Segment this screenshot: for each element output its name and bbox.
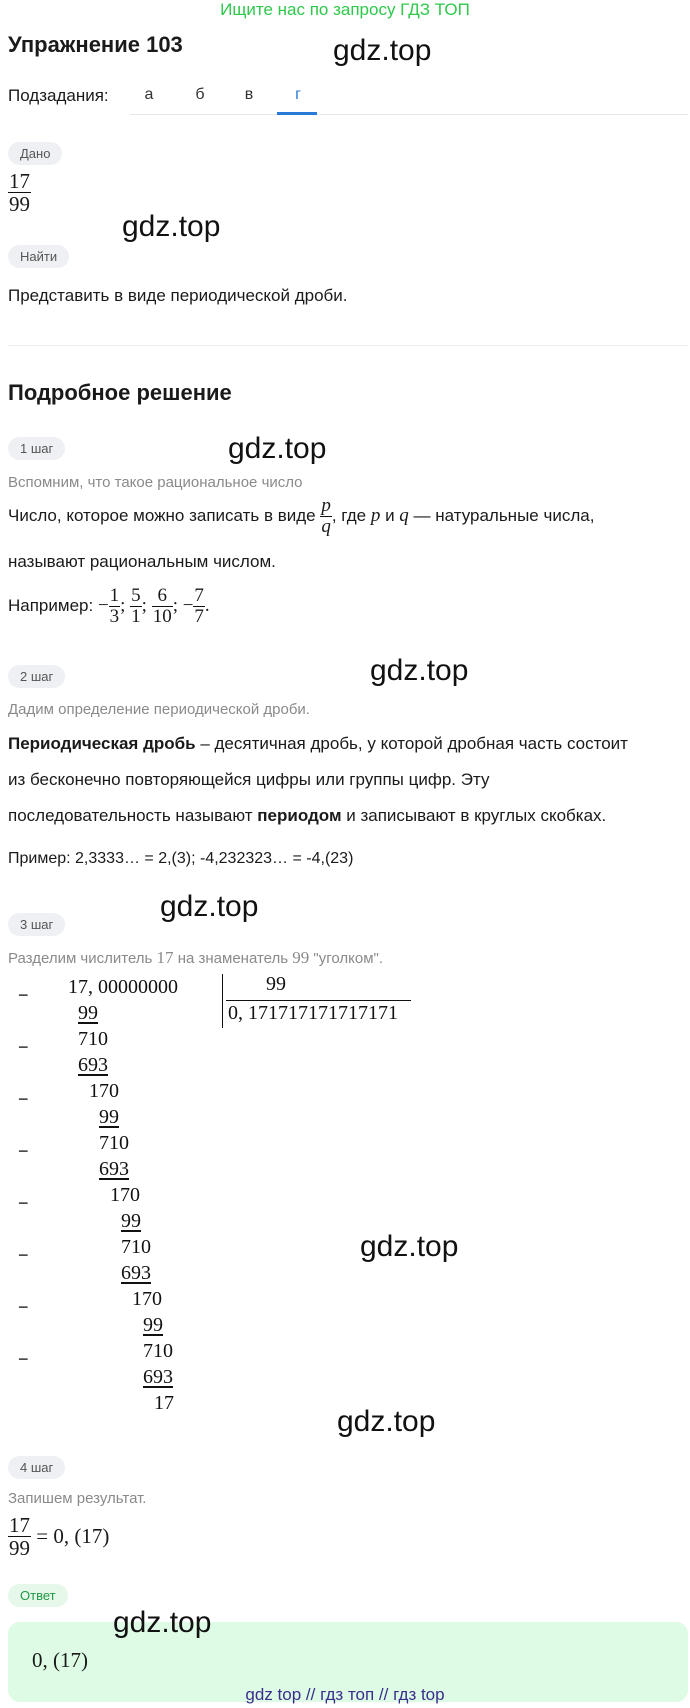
example-separator: . — [204, 594, 210, 616]
watermark: gdz.top — [122, 210, 221, 243]
example-fraction — [152, 586, 173, 627]
result-denominator: 99 — [9, 1536, 30, 1561]
example-denominator: 10 — [152, 605, 172, 627]
minus-sign: − — [18, 1349, 29, 1369]
find-text: Представить в виде периодической дроби. — [8, 286, 348, 305]
minus-sign: − — [18, 985, 29, 1005]
example-sign: − — [97, 594, 109, 616]
minus-sign: − — [18, 1089, 29, 1109]
step2-text: последовательность называют — [8, 806, 258, 825]
dividend: 17, 00000000 — [68, 976, 178, 998]
example-numerator: 6 — [152, 586, 173, 607]
example-separator: ; — [141, 594, 147, 616]
step4-badge: 4 шаг — [8, 1456, 65, 1479]
tab-a[interactable]: а — [144, 86, 154, 103]
step1-text: Число, которое можно записать в виде — [8, 505, 321, 525]
watermark: gdz.top — [228, 432, 327, 465]
division-row: 693 — [99, 1158, 129, 1180]
subtask-tabs — [130, 76, 688, 115]
given-badge: Дано — [8, 142, 62, 165]
step1-text: , где — [331, 505, 371, 525]
result-fraction — [8, 1514, 31, 1559]
division-row: 693 — [121, 1262, 151, 1284]
division-bracket-vertical — [222, 974, 223, 1028]
var-q: q — [399, 504, 409, 526]
minus-sign: − — [18, 1037, 29, 1057]
given-numerator: 17 — [9, 169, 30, 193]
step1-line2: называют рациональным числом. — [8, 552, 276, 571]
example-numerator: 5 — [131, 585, 141, 606]
step2-subtitle: Дадим определение периодической дроби. — [8, 701, 310, 718]
result-value: = 0, (17) — [36, 1524, 110, 1549]
tab-b[interactable]: б — [195, 86, 205, 103]
minus-sign: − — [18, 1297, 29, 1317]
step4-subtitle: Запишем результат. — [8, 1490, 147, 1507]
answer-badge: Ответ — [8, 1584, 68, 1607]
search-banner: Ищите нас по запросу ГДЗ ТОП — [220, 0, 470, 19]
result-numerator: 17 — [9, 1513, 30, 1537]
subtasks-label: Подзадания: — [8, 86, 109, 105]
watermark: gdz.top — [337, 1405, 436, 1438]
step2-badge: 2 шаг — [8, 665, 65, 688]
watermark: gdz.top — [333, 34, 432, 67]
given-denominator: 99 — [9, 192, 30, 217]
solution-title: Подробное решение — [8, 380, 232, 405]
division-row: 17 — [154, 1392, 174, 1414]
division-row: 170 — [110, 1184, 140, 1206]
result-expression — [8, 1514, 109, 1559]
watermark: gdz.top — [360, 1230, 459, 1263]
footer-links[interactable]: gdz top // гдз топ // гдз top — [245, 1685, 445, 1704]
step3-den: 99 — [292, 948, 310, 967]
step2-line1 — [8, 734, 628, 754]
step1-examples — [8, 586, 210, 627]
tab-v[interactable]: в — [244, 86, 254, 103]
division-row: 693 — [78, 1054, 108, 1076]
step3-num: 17 — [156, 948, 174, 967]
example-fraction — [130, 586, 142, 627]
active-tab-indicator — [277, 112, 317, 115]
quotient: 0, 171717171717171 — [228, 1002, 398, 1024]
step1-badge: 1 шаг — [8, 437, 65, 460]
example-denominator: 7 — [194, 605, 204, 627]
division-bracket-horizontal — [226, 1000, 411, 1001]
division-row: 99 — [78, 1002, 98, 1024]
step3-text: на знаменатель — [173, 950, 293, 967]
division-row: 710 — [78, 1028, 108, 1050]
divisor: 99 — [266, 973, 286, 995]
step3-text: Разделим числитель — [8, 950, 157, 967]
tab-g[interactable]: г — [295, 86, 301, 103]
example-separator: ; — [172, 594, 178, 616]
example-denominator: 1 — [131, 605, 141, 627]
step2-line2: из бесконечно повторяющейся цифры или группы цифр. Эту — [8, 770, 490, 789]
examples-label: Например: — [8, 595, 98, 615]
exercise-title: Упражнение 103 — [8, 32, 183, 57]
step1-line1 — [8, 496, 594, 537]
term-periodic-fraction: Периодическая дробь — [8, 734, 196, 753]
step1-subtitle: Вспомним, что такое рациональное число — [8, 474, 303, 491]
answer-value: 0, (17) — [32, 1648, 88, 1672]
minus-sign: − — [18, 1245, 29, 1265]
step2-text: – десятичная дробь, у которой дробная часть состоит — [195, 734, 628, 753]
step3-badge: 3 шаг — [8, 913, 65, 936]
var-p: p — [370, 504, 381, 526]
watermark: gdz.top — [113, 1606, 212, 1639]
fraction-denominator: q — [321, 515, 331, 537]
watermark: gdz.top — [160, 890, 259, 923]
minus-sign: − — [18, 1193, 29, 1213]
term-period: периодом — [257, 806, 342, 825]
division-row: 710 — [99, 1132, 129, 1154]
divider — [8, 345, 688, 346]
minus-sign: − — [18, 1141, 29, 1161]
example-separator: ; — [120, 594, 126, 616]
division-row: 99 — [121, 1210, 141, 1232]
division-row: 693 — [143, 1366, 173, 1388]
step2-line3 — [8, 806, 606, 826]
division-row: 170 — [89, 1080, 119, 1102]
division-row: 170 — [132, 1288, 162, 1310]
step1-text: — натуральные числа, — [408, 505, 595, 525]
example-fraction — [109, 586, 121, 627]
step3-subtitle — [8, 948, 383, 968]
example-fraction — [193, 586, 205, 627]
example-numerator: 7 — [194, 585, 204, 606]
given-fraction — [8, 170, 31, 215]
step2-example: Пример: 2,3333… = 2,(3); -4,232323… = -4,(23) — [8, 850, 354, 867]
fraction-p-q — [320, 496, 332, 537]
fraction-numerator: p — [321, 495, 331, 516]
division-row: 99 — [143, 1314, 163, 1336]
step2-text: и записывают в круглых скобках. — [341, 806, 607, 825]
step3-text: "уголком". — [309, 950, 384, 967]
example-numerator: 1 — [109, 585, 120, 606]
example-sign: − — [182, 594, 194, 616]
division-row: 710 — [143, 1340, 173, 1362]
example-denominator: 3 — [109, 605, 120, 627]
find-badge: Найти — [8, 245, 69, 268]
division-row: 99 — [99, 1106, 119, 1128]
division-row: 710 — [121, 1236, 151, 1258]
step1-text: и — [380, 505, 400, 525]
watermark: gdz.top — [370, 654, 469, 687]
